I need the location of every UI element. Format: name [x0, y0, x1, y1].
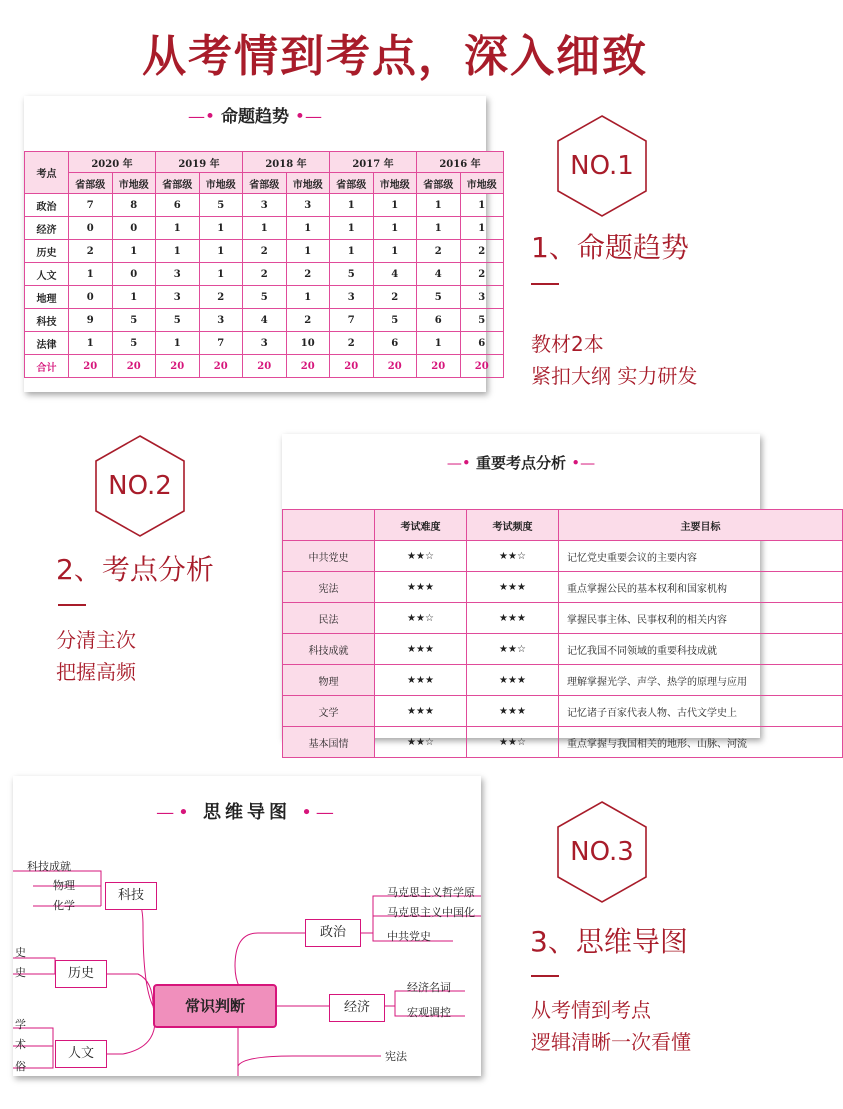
mindmap-leaf: 马克思主义中国化	[387, 906, 475, 919]
table-cell: 1	[373, 217, 417, 240]
table-cell: 5	[156, 309, 200, 332]
ornament-right-icon: •—	[301, 802, 338, 823]
table-cell: 20	[373, 355, 417, 378]
mindmap-node-jingji: 经济	[329, 994, 385, 1022]
table-cell: 2	[199, 286, 243, 309]
section3-title: 3、思维导图	[530, 925, 688, 958]
no1-hexagon-badge	[556, 114, 648, 218]
difficulty-stars: ★★☆	[375, 727, 467, 758]
table-row	[283, 572, 843, 603]
table-cell: 1	[156, 217, 200, 240]
mindmap-center-node: 常识判断	[153, 984, 277, 1028]
col-header-year: 2016 年	[417, 152, 504, 173]
table-cell: 1	[373, 194, 417, 217]
table-cell: 2	[417, 240, 461, 263]
table-row	[25, 309, 504, 332]
row-label: 科技成就	[283, 634, 375, 665]
mindmap-leaf: 史	[15, 966, 26, 979]
table-cell: 20	[460, 355, 504, 378]
table-row	[283, 603, 843, 634]
table-cell: 3	[156, 263, 200, 286]
table-cell: 20	[112, 355, 156, 378]
table-cell: 2	[460, 240, 504, 263]
trend-card-title	[24, 102, 486, 127]
no2-hexagon-badge	[94, 434, 186, 538]
table-cell: 7	[69, 194, 113, 217]
table-cell: 2	[460, 263, 504, 286]
goal-cell: 重点掌握与我国相关的地形、山脉、河流	[559, 727, 843, 758]
table-row	[25, 355, 504, 378]
difficulty-stars: ★★★	[375, 634, 467, 665]
col-header-year: 2020 年	[69, 152, 156, 173]
mindmap-leaf: 物理	[53, 879, 75, 892]
table-cell: 3	[156, 286, 200, 309]
mindmap-card-title-text: 思维导图	[203, 802, 291, 823]
section1-title: 1、命题趋势	[531, 231, 689, 264]
goal-cell: 记忆诸子百家代表人物、古代文学史上	[559, 696, 843, 727]
no1-badge-text: NO.1	[570, 151, 634, 181]
row-label: 宪法	[283, 572, 375, 603]
section1-desc-line: 紧扣大纲 实力研发	[531, 364, 698, 388]
section1-desc	[531, 328, 697, 392]
col-header-year: 2018 年	[243, 152, 330, 173]
frequency-stars: ★★☆	[467, 634, 559, 665]
table-row	[283, 634, 843, 665]
section3-desc-line: 逻辑清晰一次看懂	[531, 1030, 691, 1054]
table-cell: 4	[243, 309, 287, 332]
mindmap-leaf: 史	[15, 946, 26, 959]
no3-hexagon-badge	[556, 800, 648, 904]
table-cell: 1	[417, 194, 461, 217]
table-cell: 5	[330, 263, 374, 286]
frequency-stars: ★★★	[467, 696, 559, 727]
section3-desc-line: 从考情到考点	[531, 998, 651, 1022]
mindmap-leaf: 中共党史	[387, 930, 431, 943]
col-header-level: 省部级	[243, 173, 287, 194]
table-cell: 20	[243, 355, 287, 378]
mindmap-leaf: 科技成就	[27, 860, 71, 873]
section2-divider	[58, 604, 86, 606]
table-cell: 1	[112, 286, 156, 309]
row-label: 物理	[283, 665, 375, 696]
col-header-level: 市地级	[112, 173, 156, 194]
col-header-level: 省部级	[330, 173, 374, 194]
table-cell: 10	[286, 332, 330, 355]
table-cell: 1	[199, 263, 243, 286]
mindmap-leaf: 马克思主义哲学原	[387, 886, 475, 899]
table-row	[283, 696, 843, 727]
difficulty-stars: ★★☆	[375, 541, 467, 572]
frequency-stars: ★★★	[467, 572, 559, 603]
mindmap-card	[13, 776, 481, 1076]
row-label: 科技	[25, 309, 69, 332]
mindmap-leaf: 俗	[15, 1060, 26, 1073]
table-cell: 6	[417, 309, 461, 332]
table-cell: 6	[156, 194, 200, 217]
table-cell: 20	[199, 355, 243, 378]
mindmap-node-renwen: 人文	[55, 1040, 107, 1068]
table-cell: 6	[373, 332, 417, 355]
row-label: 人文	[25, 263, 69, 286]
table-cell: 6	[460, 332, 504, 355]
difficulty-stars: ★★★	[375, 696, 467, 727]
section1-divider	[531, 283, 559, 285]
table-cell: 9	[69, 309, 113, 332]
table-cell: 2	[243, 263, 287, 286]
table-cell: 1	[286, 240, 330, 263]
mindmap-leaf: 宏观调控	[407, 1006, 451, 1019]
row-label: 基本国情	[283, 727, 375, 758]
table-cell: 20	[286, 355, 330, 378]
col-header-frequency: 考试频度	[467, 510, 559, 541]
table-cell: 1	[373, 240, 417, 263]
frequency-stars: ★★★	[467, 665, 559, 696]
ornament-left-icon: —•	[188, 107, 216, 127]
goal-cell: 理解掌握光学、声学、热学的原理与应用	[559, 665, 843, 696]
mindmap-connectors	[13, 776, 481, 1076]
table-cell: 1	[330, 240, 374, 263]
table-cell: 5	[112, 332, 156, 355]
analysis-table-card	[282, 434, 760, 750]
table-cell: 1	[199, 217, 243, 240]
table-cell: 3	[330, 286, 374, 309]
table-cell: 2	[373, 286, 417, 309]
table-cell: 3	[243, 194, 287, 217]
no2-badge-text: NO.2	[108, 471, 172, 501]
table-cell: 2	[69, 240, 113, 263]
mindmap-node-lishi: 历史	[55, 960, 107, 988]
table-cell: 1	[286, 286, 330, 309]
table-cell: 4	[373, 263, 417, 286]
col-header-topic: 考点	[25, 152, 69, 194]
col-header-level: 省部级	[417, 173, 461, 194]
no3-badge-text: NO.3	[570, 837, 634, 867]
table-cell: 8	[112, 194, 156, 217]
row-label: 民法	[283, 603, 375, 634]
table-cell: 5	[112, 309, 156, 332]
col-header-goal: 主要目标	[559, 510, 843, 541]
table-cell: 7	[199, 332, 243, 355]
mindmap-leaf: 宪法	[385, 1050, 407, 1063]
ornament-right-icon: •—	[294, 107, 322, 127]
goal-cell: 记忆我国不同领域的重要科技成就	[559, 634, 843, 665]
section3-divider	[531, 975, 559, 977]
table-cell: 0	[69, 217, 113, 240]
goal-cell: 重点掌握公民的基本权利和国家机构	[559, 572, 843, 603]
section1-desc-line: 教材2本	[531, 332, 604, 356]
difficulty-stars: ★★★	[375, 665, 467, 696]
frequency-stars: ★★★	[467, 603, 559, 634]
row-label: 经济	[25, 217, 69, 240]
mindmap-leaf: 化学	[53, 899, 75, 912]
table-cell: 1	[69, 263, 113, 286]
col-header-level: 市地级	[199, 173, 243, 194]
table-cell: 3	[243, 332, 287, 355]
table-row	[25, 240, 504, 263]
analysis-table	[282, 509, 843, 758]
table-cell: 20	[417, 355, 461, 378]
row-label: 中共党史	[283, 541, 375, 572]
col-header-level: 市地级	[373, 173, 417, 194]
mindmap-node-zhengzhi: 政治	[305, 919, 361, 947]
section2-title: 2、考点分析	[56, 553, 214, 586]
table-cell: 0	[69, 286, 113, 309]
table-cell: 1	[330, 194, 374, 217]
trend-table	[24, 151, 504, 378]
table-cell: 1	[156, 240, 200, 263]
table-cell: 1	[69, 332, 113, 355]
table-cell: 1	[330, 217, 374, 240]
mindmap-node-keji: 科技	[105, 882, 157, 910]
table-cell: 2	[330, 332, 374, 355]
analysis-card-title	[282, 452, 760, 473]
table-row	[283, 727, 843, 758]
difficulty-stars: ★★★	[375, 572, 467, 603]
table-cell: 7	[330, 309, 374, 332]
section2-desc-line: 把握高频	[56, 660, 136, 684]
table-cell: 5	[373, 309, 417, 332]
table-cell: 3	[286, 194, 330, 217]
mindmap-leaf: 学	[15, 1018, 26, 1031]
table-cell: 5	[460, 309, 504, 332]
mindmap-leaf: 术	[15, 1038, 26, 1051]
row-label: 文学	[283, 696, 375, 727]
table-cell: 0	[112, 217, 156, 240]
col-header-level: 省部级	[156, 173, 200, 194]
table-cell: 2	[286, 263, 330, 286]
table-row	[25, 217, 504, 240]
table-row	[25, 332, 504, 355]
col-header-year: 2017 年	[330, 152, 417, 173]
ornament-left-icon: —•	[446, 454, 471, 472]
page-title: 从考情到考点，深入细致	[142, 31, 648, 82]
col-header-level: 省部级	[69, 173, 113, 194]
difficulty-stars: ★★☆	[375, 603, 467, 634]
col-header-year: 2019 年	[156, 152, 243, 173]
section2-desc-line: 分清主次	[56, 628, 136, 652]
section2-desc	[56, 624, 136, 688]
table-cell: 2	[286, 309, 330, 332]
table-row	[25, 263, 504, 286]
table-cell: 0	[112, 263, 156, 286]
col-header-topic	[283, 510, 375, 541]
table-cell: 1	[243, 217, 287, 240]
row-label: 法律	[25, 332, 69, 355]
table-row	[283, 541, 843, 572]
table-cell: 1	[460, 194, 504, 217]
frequency-stars: ★★☆	[467, 727, 559, 758]
table-cell: 5	[417, 286, 461, 309]
table-cell: 5	[199, 194, 243, 217]
section3-desc	[531, 994, 691, 1058]
table-row	[283, 665, 843, 696]
ornament-left-icon: —•	[156, 802, 193, 823]
row-label: 历史	[25, 240, 69, 263]
table-cell: 1	[199, 240, 243, 263]
table-cell: 1	[417, 217, 461, 240]
row-label: 合计	[25, 355, 69, 378]
table-cell: 1	[112, 240, 156, 263]
trend-card-title-text: 命题趋势	[221, 107, 289, 127]
row-label: 地理	[25, 286, 69, 309]
table-cell: 2	[243, 240, 287, 263]
table-cell: 1	[156, 332, 200, 355]
goal-cell: 记忆党史重要会议的主要内容	[559, 541, 843, 572]
col-header-level: 市地级	[460, 173, 504, 194]
analysis-card-title-text: 重要考点分析	[475, 454, 566, 472]
table-cell: 3	[199, 309, 243, 332]
table-cell: 5	[243, 286, 287, 309]
trend-table-card	[24, 96, 497, 392]
table-cell: 4	[417, 263, 461, 286]
table-cell: 1	[286, 217, 330, 240]
table-row	[25, 286, 504, 309]
table-cell: 1	[460, 217, 504, 240]
row-label: 政治	[25, 194, 69, 217]
table-cell: 20	[156, 355, 200, 378]
table-cell: 3	[460, 286, 504, 309]
col-header-difficulty: 考试难度	[375, 510, 467, 541]
mindmap-leaf: 经济名词	[407, 981, 451, 994]
table-cell: 20	[330, 355, 374, 378]
table-cell: 1	[417, 332, 461, 355]
table-cell: 20	[69, 355, 113, 378]
ornament-right-icon: •—	[571, 454, 596, 472]
table-row	[25, 194, 504, 217]
frequency-stars: ★★☆	[467, 541, 559, 572]
col-header-level: 市地级	[286, 173, 330, 194]
goal-cell: 掌握民事主体、民事权利的相关内容	[559, 603, 843, 634]
